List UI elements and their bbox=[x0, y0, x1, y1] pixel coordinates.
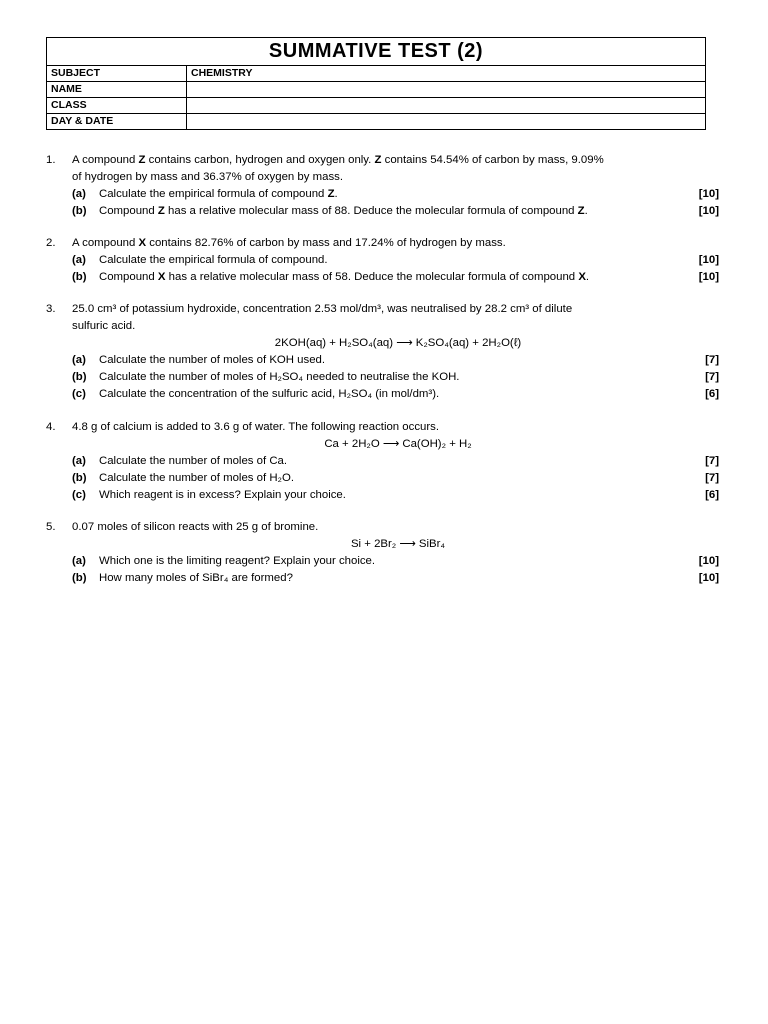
question-number: 4. bbox=[46, 421, 56, 433]
marks: [7] bbox=[705, 472, 719, 484]
part-a bbox=[0, 553, 768, 570]
part-text: Calculate the empirical formula of compound Z. bbox=[99, 188, 338, 200]
part-label: (a) bbox=[72, 254, 86, 266]
part-c bbox=[0, 386, 768, 403]
question-number: 3. bbox=[46, 303, 56, 315]
question-1 bbox=[0, 152, 768, 220]
part-b bbox=[0, 369, 768, 386]
part-text: Compound X has a relative molecular mass of 58. Deduce the molecular formula of compound X. bbox=[99, 271, 590, 283]
marks: [7] bbox=[705, 455, 719, 467]
part-label: (a) bbox=[72, 354, 86, 366]
question-text-continued: sulfuric acid. bbox=[72, 320, 136, 332]
part-c bbox=[0, 487, 768, 504]
part-label: (a) bbox=[72, 555, 86, 567]
header-row-class bbox=[47, 98, 706, 114]
marks: [10] bbox=[698, 271, 719, 283]
marks: [10] bbox=[698, 572, 719, 584]
part-label: (c) bbox=[72, 388, 86, 400]
marks: [6] bbox=[705, 489, 719, 501]
question-text: 25.0 cm³ of potassium hydroxide, concentration 2.53 mol/dm³, was neutralised by 28.2 cm³ of dilute bbox=[72, 303, 573, 315]
part-text: Calculate the number of moles of KOH used. bbox=[99, 354, 326, 366]
marks: [10] bbox=[698, 188, 719, 200]
name-field bbox=[187, 82, 706, 98]
question-5 bbox=[0, 519, 768, 587]
part-b bbox=[0, 269, 768, 286]
question-text: A compound Z contains carbon, hydrogen and oxygen only. Z contains 54.54% of carbon by mass, 9.09% bbox=[72, 154, 604, 166]
part-text: Calculate the concentration of the sulfuric acid, H₂SO₄ (in mol/dm³). bbox=[99, 388, 440, 400]
subject-value: CHEMISTRY bbox=[187, 66, 706, 82]
part-label: (c) bbox=[72, 489, 86, 501]
part-a bbox=[0, 352, 768, 369]
question-number: 2. bbox=[46, 237, 56, 249]
date-label: DAY & DATE bbox=[47, 114, 187, 130]
part-label: (b) bbox=[72, 205, 87, 217]
part-text: Which reagent is in excess? Explain your choice. bbox=[99, 489, 346, 501]
question-text: A compound X contains 82.76% of carbon by mass and 17.24% of hydrogen by mass. bbox=[72, 237, 506, 249]
question-4 bbox=[0, 419, 768, 504]
class-label: CLASS bbox=[47, 98, 187, 114]
marks: [7] bbox=[705, 371, 719, 383]
chemical-equation: 2KOH(aq) + H₂SO₄(aq) ⟶ K₂SO₄(aq) + 2H₂O(ℓ) bbox=[274, 337, 522, 349]
part-text: Calculate the empirical formula of compound. bbox=[99, 254, 328, 266]
part-text: How many moles of SiBr₄ are formed? bbox=[99, 572, 293, 584]
header-row-date bbox=[47, 114, 706, 130]
part-b bbox=[0, 470, 768, 487]
part-a bbox=[0, 252, 768, 269]
marks: [10] bbox=[698, 555, 719, 567]
marks: [10] bbox=[698, 205, 719, 217]
part-text: Compound Z has a relative molecular mass of 88. Deduce the molecular formula of compound Z. bbox=[99, 205, 588, 217]
part-label: (b) bbox=[72, 572, 87, 584]
part-a bbox=[0, 186, 768, 203]
part-label: (b) bbox=[72, 371, 87, 383]
marks: [6] bbox=[705, 388, 719, 400]
part-b bbox=[0, 570, 768, 587]
question-text-continued: of hydrogen by mass and 36.37% of oxygen by mass. bbox=[72, 171, 344, 183]
marks: [7] bbox=[705, 354, 719, 366]
header-row-name bbox=[47, 82, 706, 98]
part-label: (a) bbox=[72, 188, 86, 200]
page-title: SUMMATIVE TEST (2) bbox=[47, 38, 706, 66]
question-number: 1. bbox=[46, 154, 56, 166]
question-2 bbox=[0, 235, 768, 286]
part-label: (b) bbox=[72, 271, 87, 283]
header-row-subject bbox=[47, 66, 706, 82]
class-field bbox=[187, 98, 706, 114]
part-b bbox=[0, 203, 768, 220]
chemical-equation: Si + 2Br₂ ⟶ SiBr₄ bbox=[350, 538, 446, 550]
question-3 bbox=[0, 301, 768, 403]
part-label: (a) bbox=[72, 455, 86, 467]
part-text: Calculate the number of moles of Ca. bbox=[99, 455, 288, 467]
part-label: (b) bbox=[72, 472, 87, 484]
marks: [10] bbox=[698, 254, 719, 266]
question-text: 0.07 moles of silicon reacts with 25 g of bromine. bbox=[72, 521, 319, 533]
chemical-equation: Ca + 2H₂O ⟶ Ca(OH)₂ + H₂ bbox=[324, 438, 472, 450]
part-text: Calculate the number of moles of H₂O. bbox=[99, 472, 294, 484]
question-number: 5. bbox=[46, 521, 56, 533]
question-text: 4.8 g of calcium is added to 3.6 g of water. The following reaction occurs. bbox=[72, 421, 440, 433]
header-table bbox=[46, 37, 706, 130]
date-field bbox=[187, 114, 706, 130]
part-a bbox=[0, 453, 768, 470]
part-text: Which one is the limiting reagent? Explain your choice. bbox=[99, 555, 376, 567]
subject-label: SUBJECT bbox=[47, 66, 187, 82]
name-label: NAME bbox=[47, 82, 187, 98]
part-text: Calculate the number of moles of H₂SO₄ needed to neutralise the KOH. bbox=[99, 371, 460, 383]
